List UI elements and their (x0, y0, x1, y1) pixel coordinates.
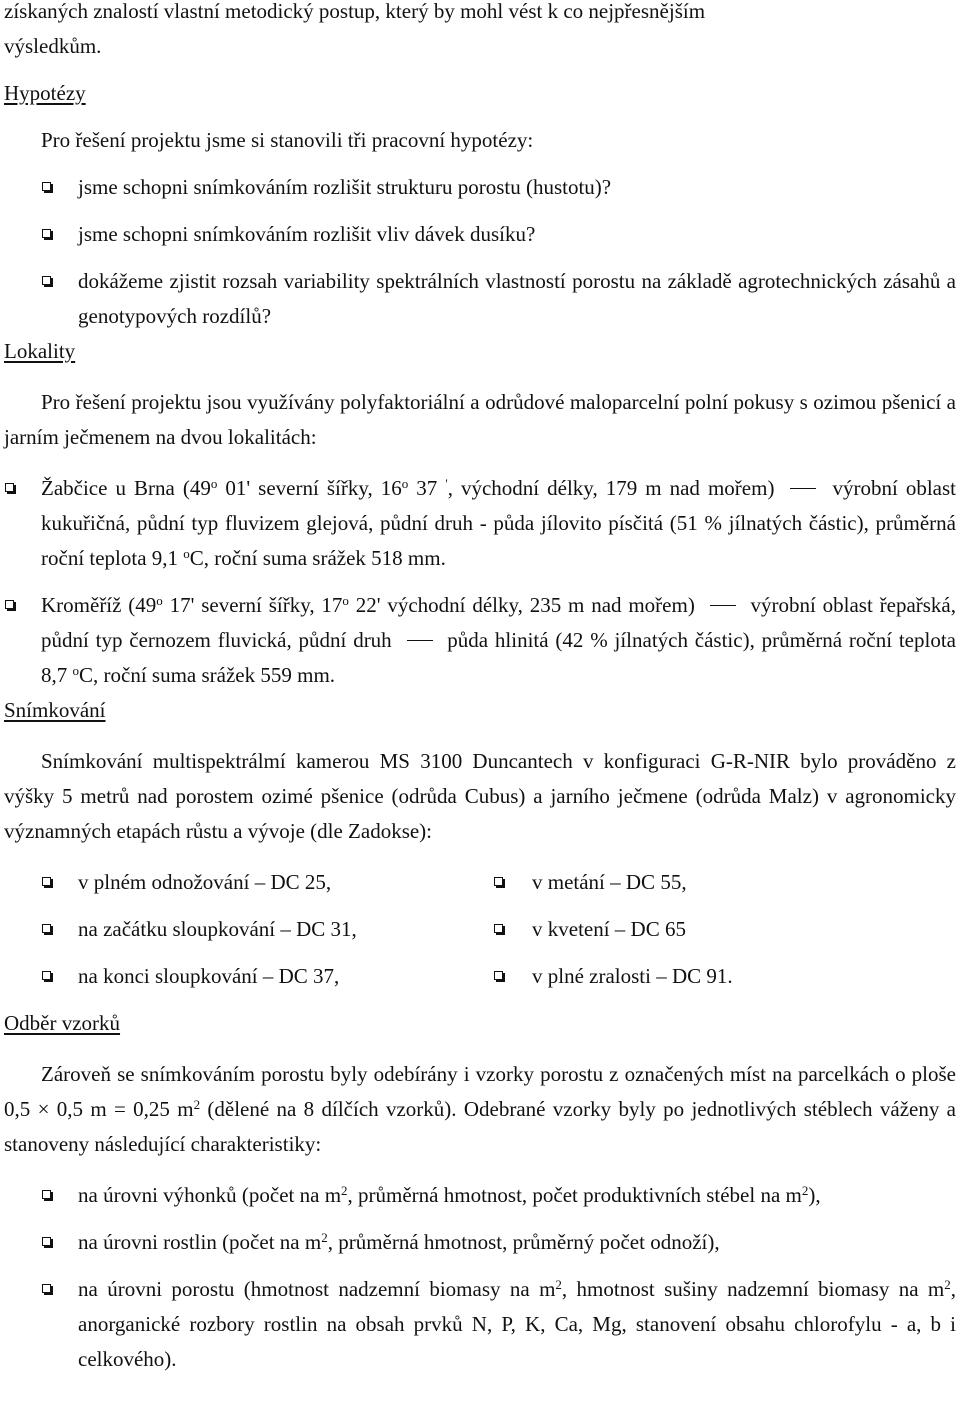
square-sup: 2 (341, 1183, 348, 1198)
hypotezy-lead: Pro řešení projektu jsme si stanovili tři pracovní hypotézy: (41, 128, 534, 152)
stage-text: na konci sloupkování – DC 37, (78, 964, 340, 988)
odber-item1-b: , průměrná hmotnost, počet produktivních stébel na m (347, 1183, 802, 1207)
square-sup: 2 (321, 1230, 328, 1245)
zabcice-c: 37 (408, 476, 446, 500)
list-item (4, 588, 956, 693)
checkbox-bullet-icon (5, 600, 14, 609)
square-sup: 2 (193, 1097, 201, 1112)
odber-list (4, 1178, 956, 1377)
odber-item1-c: ), (808, 1183, 821, 1207)
odber-item2-b: , průměrná hmotnost, průměrný počet odnoží), (327, 1230, 720, 1254)
odber-item1-a: na úrovni výhonků (počet na m (78, 1183, 342, 1207)
em-dash (407, 640, 433, 641)
zabcice-e: výrobní oblast kukuřičná, půdní typ fluvizem glejová, půdní druh - půda jílovito písčitá (51 % jílnatých částic), průměrná roční teplota 9,1 (41, 476, 957, 570)
checkbox-bullet-icon (42, 276, 51, 285)
square-sup: 2 (801, 1183, 809, 1198)
checkbox-bullet-icon (494, 924, 503, 933)
section-heading-lokality: Lokality (4, 339, 76, 363)
square-sup: 2 (944, 1277, 951, 1292)
kromeriz-b: 17' severní šířky, 17 (162, 593, 343, 617)
document-page (4, 0, 956, 1377)
checkbox-bullet-icon (42, 1284, 51, 1293)
list-item (4, 1225, 956, 1260)
list-item-text: jsme schopni snímkováním rozlišit vliv dávek dusíku? (78, 222, 536, 246)
stage-text: v plné zralosti – DC 91. (532, 964, 733, 988)
checkbox-bullet-icon (494, 877, 503, 886)
kromeriz-c: 22' východní délky, 235 m nad mořem) (348, 593, 702, 617)
checkbox-bullet-icon (42, 229, 51, 238)
checkbox-bullet-icon (42, 182, 51, 191)
checkbox-bullet-icon (5, 483, 14, 492)
stage-text: v plném odnožování – DC 25, (78, 870, 332, 894)
odber-lead-b: (dělené na 8 dílčích vzorků). Odebrané vzorky byly po jednotlivých stéblech váženy a stanoveny následující charakteristiky: (4, 1097, 956, 1156)
degree-sup: o (401, 476, 409, 491)
odber-item3-b: , hmotnost sušiny nadzemní biomasy na m (561, 1277, 945, 1301)
list-item (4, 170, 956, 205)
list-item (4, 865, 480, 900)
section-heading-odber: Odběr vzorků (4, 1011, 121, 1035)
zabcice-b: 01' severní šířky, 16 (217, 476, 402, 500)
checkbox-bullet-icon (42, 877, 51, 886)
em-dash (710, 605, 736, 606)
intro-line-2: výsledkům. (4, 34, 102, 58)
odber-lead-a: Zároveň se snímkováním porostu byly odebírány i vzorky porostu z označených míst na parcelkách o ploše 0,5 × 0,5 m = 0,25 m (4, 1062, 956, 1121)
checkbox-bullet-icon (42, 924, 51, 933)
kromeriz-e: půda hlinitá (42 % jílnatých částic), průměrná roční teplota 8,7 (41, 628, 956, 687)
kromeriz-a: Kroměříž (49 (41, 593, 157, 617)
snimkovani-lead: Snímkování multispektrálmí kamerou MS 3100 Duncantech v konfiguraci G-R-NIR bylo prováděno z výšky 5 metrů nad porostem ozimé pšenice (odrůda Cubus) a jarního ječmene (odrůda Malz) v agronomicky významných etapách růstu a vývoje (dle Zadokse): (4, 749, 956, 843)
snimkovani-stages (4, 865, 956, 1006)
list-item-text: jsme schopni snímkováním rozlišit strukturu porostu (hustotu)? (78, 175, 612, 199)
list-item (4, 471, 956, 576)
lokality-lead: Pro řešení projektu jsou využívány polyfaktoriální a odrůdové maloparcelní polní pokusy s ozimou pšenicí a jarním ječmenem na dvou lokalitách: (4, 390, 956, 449)
odber-lead (4, 1057, 956, 1162)
list-item (480, 959, 956, 994)
checkbox-bullet-icon (42, 1190, 51, 1199)
list-item-text: dokážeme zjistit rozsah variability spektrálních vlastností porostu na základě agrotechnických zásahů a genotypových rozdílů? (78, 269, 956, 328)
stage-text: v kvetení – DC 65 (532, 917, 686, 941)
list-item (4, 1272, 956, 1377)
list-item (4, 959, 480, 994)
degree-sup: o (342, 593, 349, 608)
list-item (4, 217, 956, 252)
intro-line-1: získaných znalostí vlastní metodický postup, který by mohl vést k co nejpřesnějším (4, 0, 706, 23)
odber-item3-c: , anorganické rozbory rostlin na obsah prvků N, P, K, Ca, Mg, stanovení obsahu chlorofylu - a, b i celkového). (78, 1277, 956, 1371)
kromeriz-f: C, roční suma srážek 559 mm. (79, 663, 336, 687)
degree-sup: o (183, 546, 190, 561)
list-item (4, 1178, 956, 1213)
lokality-list (4, 471, 956, 693)
degree-sup: o (72, 663, 79, 678)
list-item (4, 264, 956, 334)
zabcice-f: C, roční suma srážek 518 mm. (189, 546, 446, 570)
section-heading-hypotezy: Hypotézy (4, 81, 86, 105)
odber-item2-a: na úrovni rostlin (počet na m (78, 1230, 322, 1254)
degree-sup: o (210, 476, 218, 491)
stage-text: na začátku sloupkování – DC 31, (78, 917, 357, 941)
zabcice-d: , východní délky, 179 m nad mořem) (447, 476, 783, 500)
stage-text: v metání – DC 55, (532, 870, 687, 894)
odber-item3-a: na úrovni porostu (hmotnost nadzemní biomasy na m (78, 1277, 556, 1301)
checkbox-bullet-icon (42, 971, 51, 980)
checkbox-bullet-icon (42, 1237, 51, 1246)
checkbox-bullet-icon (494, 971, 503, 980)
list-item (4, 912, 480, 947)
minute-sup: ' (445, 476, 448, 491)
kromeriz-d: výrobní oblast řepařská, půdní typ černozem fluvická, půdní druh (41, 593, 956, 652)
square-sup: 2 (555, 1277, 562, 1292)
zabcice-a: Žabčice u Brna (49 (41, 476, 211, 500)
section-heading-snimkovani: Snímkování (4, 698, 106, 722)
list-item (480, 912, 956, 947)
degree-sup: o (156, 593, 163, 608)
hypotezy-list (4, 170, 956, 334)
list-item (480, 865, 956, 900)
em-dash (790, 488, 816, 489)
